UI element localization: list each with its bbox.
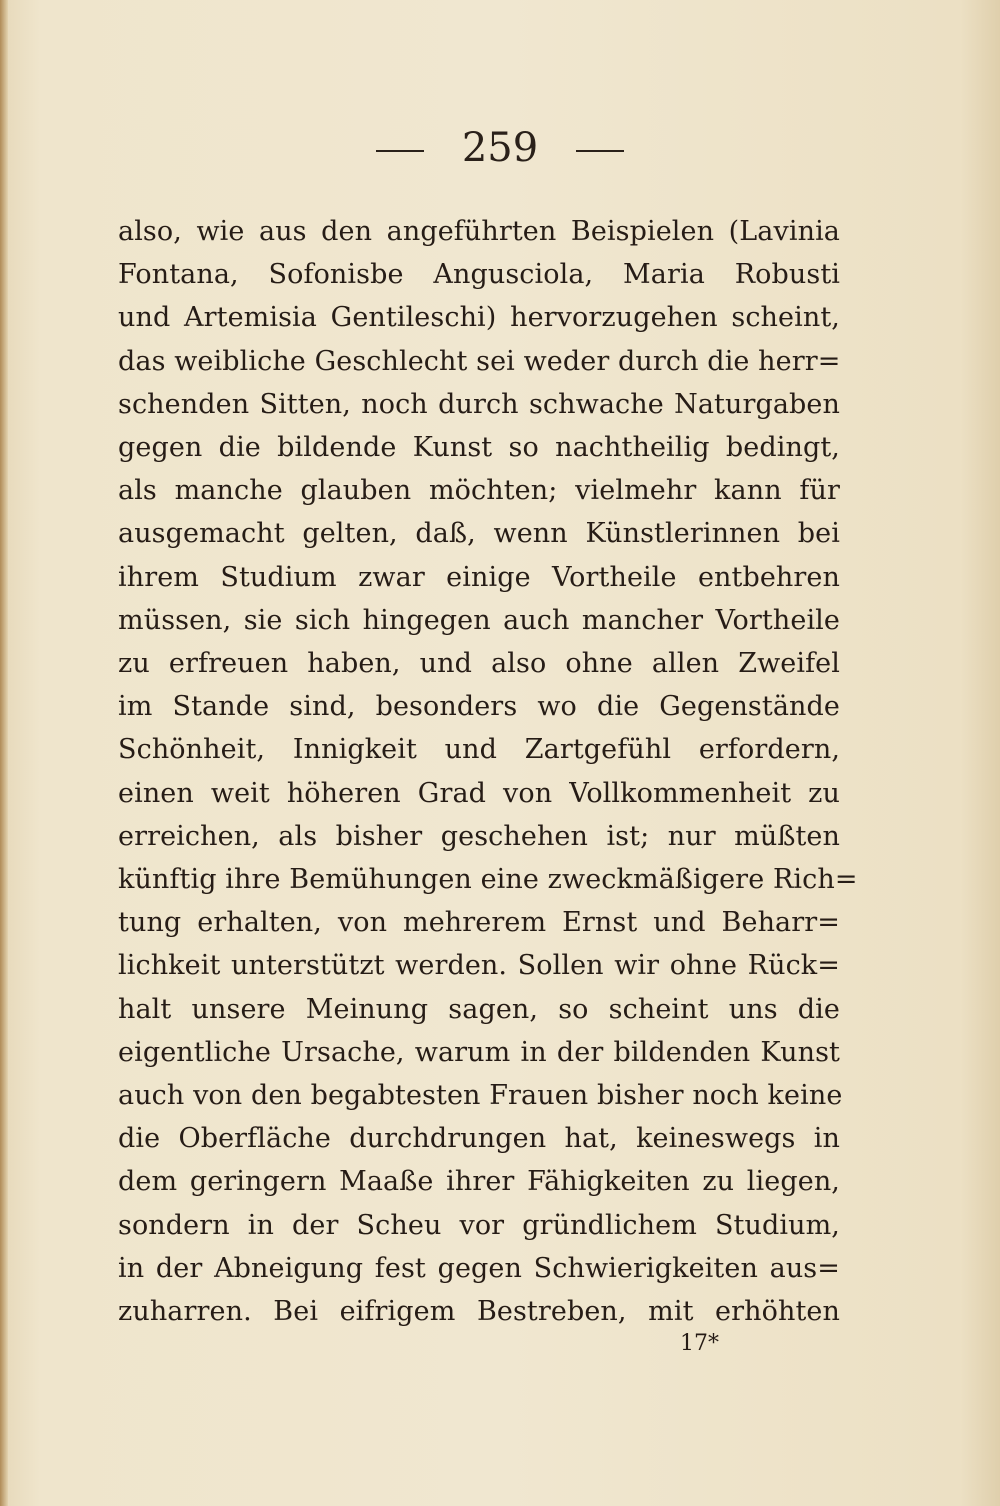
text-line: lichkeit unterstützt werden. Sollen wir ohne Rück= — [118, 950, 840, 982]
text-line: zuharren. Bei eifrigem Bestreben, mit erhöhten — [118, 1296, 840, 1328]
text-line: als manche glauben möchten; vielmehr kann für — [118, 475, 840, 507]
text-line: dem geringern Maaße ihrer Fähigkeiten zu liegen, — [118, 1166, 840, 1198]
text-line: ausgemacht gelten, daß, wenn Künstlerinnen bei — [118, 518, 840, 550]
text-line: ihrem Studium zwar einige Vortheile entbehren — [118, 561, 840, 593]
text-line: tung erhalten, von mehrerem Ernst und Beharr= — [118, 907, 840, 939]
text-line: schenden Sitten, noch durch schwache Naturgaben — [118, 388, 840, 420]
text-line: das weibliche Geschlecht sei weder durch die herr= — [118, 345, 841, 377]
printer-signature-mark: 17* — [680, 1331, 719, 1356]
page-header — [0, 122, 1000, 174]
text-line: also, wie aus den angeführten Beispielen (Lavinia — [118, 216, 840, 247]
page-number: 259 — [461, 125, 539, 171]
text-line: müssen, sie sich hingegen auch mancher Vortheile — [118, 604, 840, 636]
text-line: die Oberfläche durchdrungen hat, keineswegs in — [118, 1123, 840, 1155]
text-line: halt unsere Meinung sagen, so scheint uns die — [118, 993, 840, 1025]
text-line: und Artemisia Gentileschi) hervorzugehen scheint, — [118, 302, 840, 334]
text-line: eigentliche Ursache, warum in der bildenden Kunst — [118, 1036, 840, 1068]
text-line: im Stande sind, besonders wo die Gegenstände — [118, 691, 840, 723]
text-line: Fontana, Sofonisbe Angusciola, Maria Robusti — [118, 259, 840, 291]
text-line: zu erfreuen haben, und also ohne allen Zweifel — [118, 648, 840, 680]
text-line: künftig ihre Bemühungen eine zweckmäßigere Rich= — [118, 864, 858, 896]
text-line: Schönheit, Innigkeit und Zartgefühl erfordern, — [118, 734, 840, 766]
header-dash-left — [376, 150, 424, 152]
text-line: auch von den begabtesten Frauen bisher noch keine — [118, 1080, 843, 1112]
text-line: gegen die bildende Kunst so nachtheilig bedingt, — [118, 432, 840, 464]
text-line: in der Abneigung fest gegen Schwierigkeiten aus= — [118, 1252, 840, 1284]
text-line: einen weit höheren Grad von Vollkommenheit zu — [118, 777, 840, 809]
header-dash-right — [576, 150, 624, 152]
body-text — [118, 210, 858, 1333]
text-line: sondern in der Scheu vor gründlichem Studium, — [118, 1209, 840, 1241]
text-line: erreichen, als bisher geschehen ist; nur müßten — [118, 820, 840, 852]
page-edge — [0, 0, 8, 1506]
